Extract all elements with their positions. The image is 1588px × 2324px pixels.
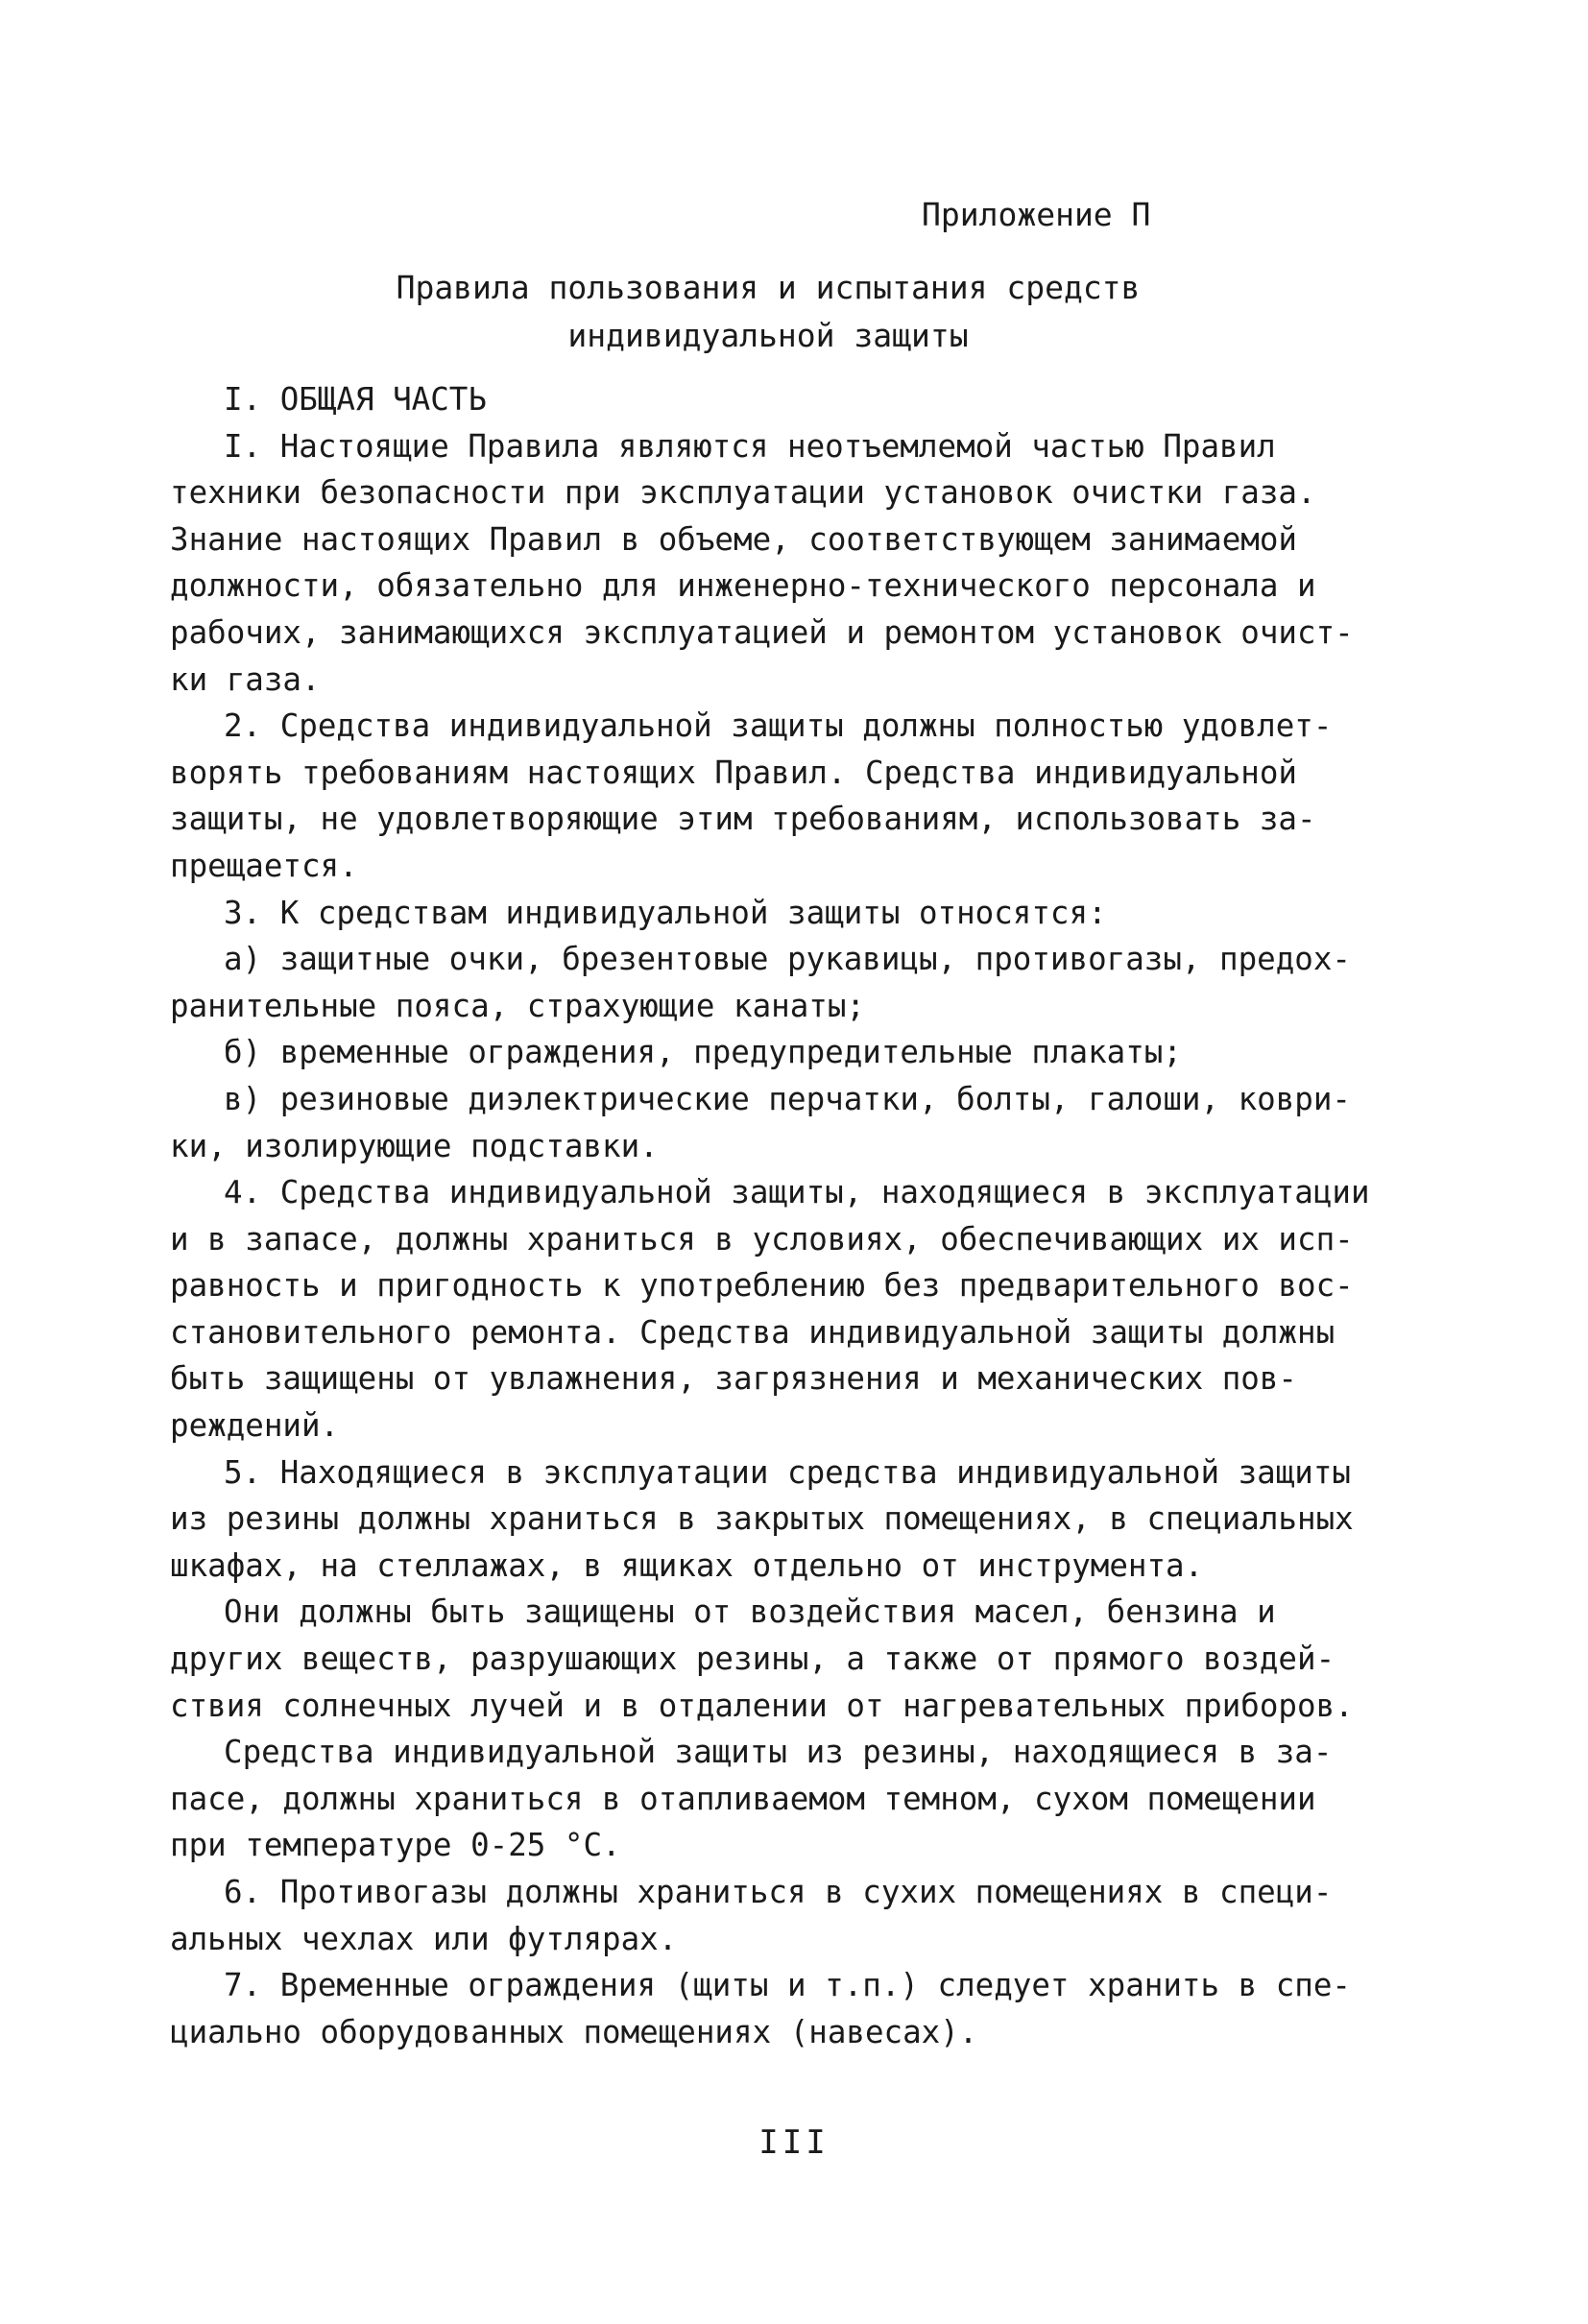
text-line: должности, обязательно для инженерно-технического персонала и (170, 567, 1316, 605)
text-line: 3. К средствам индивидуальной защиты относятся: (224, 894, 1107, 931)
text-line: циально оборудованных помещениях (навесах). (170, 2013, 978, 2050)
text-line: ранительные пояса, страхующие канаты; (170, 987, 865, 1024)
title-line-2: индивидуальной защиты (567, 317, 969, 354)
document-body (170, 376, 1428, 2055)
text-line: а) защитные очки, брезентовые рукавицы, противогазы, предох- (224, 941, 1351, 978)
body-lines (170, 423, 1428, 2056)
title-line-1: Правила пользования и испытания средств (396, 269, 1141, 306)
text-line: из резины должны храниться в закрытых помещениях, в специальных (170, 1500, 1354, 1538)
text-line: равность и пригодность к употреблению без предварительного вос- (170, 1267, 1354, 1305)
text-line: Они должны быть защищены от воздействия масел, бензина и (224, 1593, 1276, 1631)
text-line: 5. Находящиеся в эксплуатации средства индивидуальной защиты (224, 1453, 1351, 1491)
section-heading: I. ОБЩАЯ ЧАСТЬ (224, 381, 487, 418)
text-line: в) резиновые диэлектрические перчатки, болты, галоши, коври- (224, 1080, 1351, 1117)
text-line: 7. Временные ограждения (щиты и т.п.) следует хранить в спе- (224, 1967, 1351, 2004)
text-line: альных чехлах или футлярах. (170, 1920, 678, 1957)
page-number: III (758, 2123, 830, 2162)
text-line: ки газа. (170, 660, 321, 698)
text-line: ки, изолирующие подставки. (170, 1127, 659, 1164)
document-title (288, 264, 1248, 360)
text-line: техники безопасности при эксплуатации установок очистки газа. (170, 474, 1316, 512)
text-line: ствия солнечных лучей и в отдалении от нагревательных приборов. (170, 1687, 1354, 1724)
text-line: быть защищены от увлажнения, загрязнения и механических пов- (170, 1360, 1297, 1398)
text-line: 2. Средства индивидуальной защиты должны полностью удовлет- (224, 707, 1333, 745)
text-line: при температуре 0-25 °С. (170, 1827, 621, 1864)
text-line: и в запасе, должны храниться в условиях, обеспечивающих их исп- (170, 1220, 1354, 1258)
text-line: становительного ремонта. Средства индивидуальной защиты должны (170, 1313, 1335, 1351)
text-line: пасе, должны храниться в отапливаемом темном, сухом помещении (170, 1780, 1316, 1817)
appendix-label: Приложение П (922, 196, 1151, 233)
text-line: 6. Противогазы должны храниться в сухих помещениях в специ- (224, 1874, 1333, 1910)
text-line: прещается. (170, 847, 358, 884)
text-line: рабочих, занимающихся эксплуатацией и ремонтом установок очист- (170, 613, 1354, 651)
text-line: I. Настоящие Правила являются неотъемлемой частью Правил (224, 427, 1276, 465)
text-line: Знание настоящих Правил в объеме, соответствующем занимаемой (170, 520, 1297, 558)
text-line: ворять требованиям настоящих Правил. Средства индивидуальной (170, 754, 1297, 791)
text-line: Средства индивидуальной защиты из резины, находящиеся в за- (224, 1734, 1333, 1771)
text-line: защиты, не удовлетворяющие этим требованиям, использовать за- (170, 801, 1316, 838)
text-line: шкафах, на стеллажах, в ящиках отдельно от инструмента. (170, 1546, 1204, 1584)
text-line: 4. Средства индивидуальной защиты, находящиеся в эксплуатации (224, 1174, 1370, 1211)
text-line: б) временные ограждения, предупредительные плакаты; (224, 1034, 1182, 1071)
text-line: реждений. (170, 1407, 340, 1445)
text-line: других веществ, разрушающих резины, а также от прямого воздей- (170, 1641, 1335, 1678)
